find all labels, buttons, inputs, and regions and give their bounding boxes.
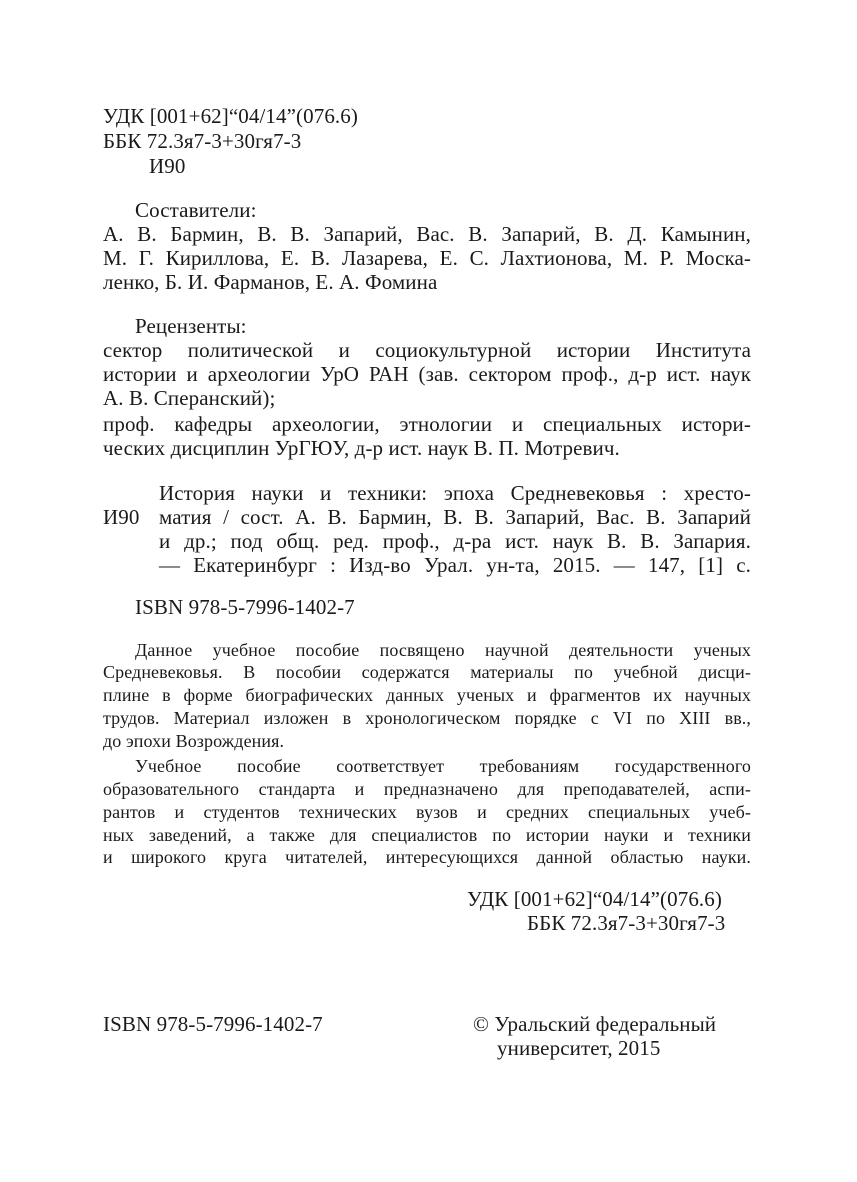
biblio-isbn: ISBN 978-5-7996-1402-7 [135,595,355,619]
biblio-line: матия / сост. А. В. Бармин, В. В. Запарий, Вас. В. Запарий [159,505,751,529]
copyright-line: университет, 2015 [497,1036,661,1060]
footer-udk-code: УДК [001+62]“04/14”(076.6) [467,887,722,911]
udk-code: УДК [001+62]“04/14”(076.6) [103,104,358,128]
abstract-line: Учебное пособие соответствует требованиям государственного [135,756,751,776]
abstract-line: и широкого круга читателей, интересующихся данной областью науки. [103,847,751,867]
compilers-line: А. В. Бармин, В. В. Запарий, Вас. В. Запарий, В. Д. Камынин, [103,222,751,246]
abstract-line: ных заведений, а также для специалистов по истории науки и техники [103,825,751,845]
abstract-line: Данное учебное пособие посвящено научной деятельности ученых [135,640,751,660]
author-mark: И90 [149,154,186,178]
reviewers-line: А. В. Сперанский); [103,386,276,410]
biblio-line: и др.; под общ. ред. проф., д-ра ист. наук В. В. Запария. [159,529,751,553]
biblio-line: — Екатеринбург : Изд-во Урал. ун-та, 2015. — 147, [1] с. [159,553,751,577]
reviewers-line: сектор политической и социокультурной истории Института [103,338,751,362]
abstract-line: плине в форме биографических данных ученых и фрагментов их научных [103,685,751,705]
footer-isbn: ISBN 978-5-7996-1402-7 [103,1012,323,1036]
reviewers-title: Рецензенты: [135,314,247,338]
biblio-mark: И90 [103,505,140,529]
compilers-line: ленко, Б. И. Фарманов, Е. А. Фомина [103,270,438,294]
reviewers-line: ческих дисциплин УрГЮУ, д-р ист. наук В. П. Мотревич. [103,436,620,460]
abstract-line: рантов и студентов технических вузов и средних специальных учеб- [103,802,751,822]
bbk-code: ББК 72.3я7-3+30гя7-3 [103,129,302,153]
abstract-line: Средневековья. В пособии содержатся материалы по учебной дисци- [103,662,751,682]
reviewers-line: проф. кафедры археологии, этнологии и специальных истори- [103,412,751,436]
compilers-title: Составители: [135,198,257,222]
copyright-line: © Уральский федеральный [473,1012,717,1036]
abstract-line: до эпохи Возрождения. [103,731,285,751]
abstract-line: образовательного стандарта и предназначено для преподавателей, аспи- [103,779,751,799]
biblio-line: История науки и техники: эпоха Средневековья : хресто- [159,481,751,505]
abstract-line: трудов. Материал изложен в хронологическом порядке с VI по XIII вв., [103,708,751,728]
reviewers-line: истории и археологии УрО РАН (зав. сектором проф., д-р ист. наук [103,362,751,386]
footer-bbk-code: ББК 72.3я7-3+30гя7-3 [527,911,726,935]
compilers-line: М. Г. Кириллова, Е. В. Лазарева, Е. С. Лахтионова, М. Р. Моска- [103,246,751,270]
